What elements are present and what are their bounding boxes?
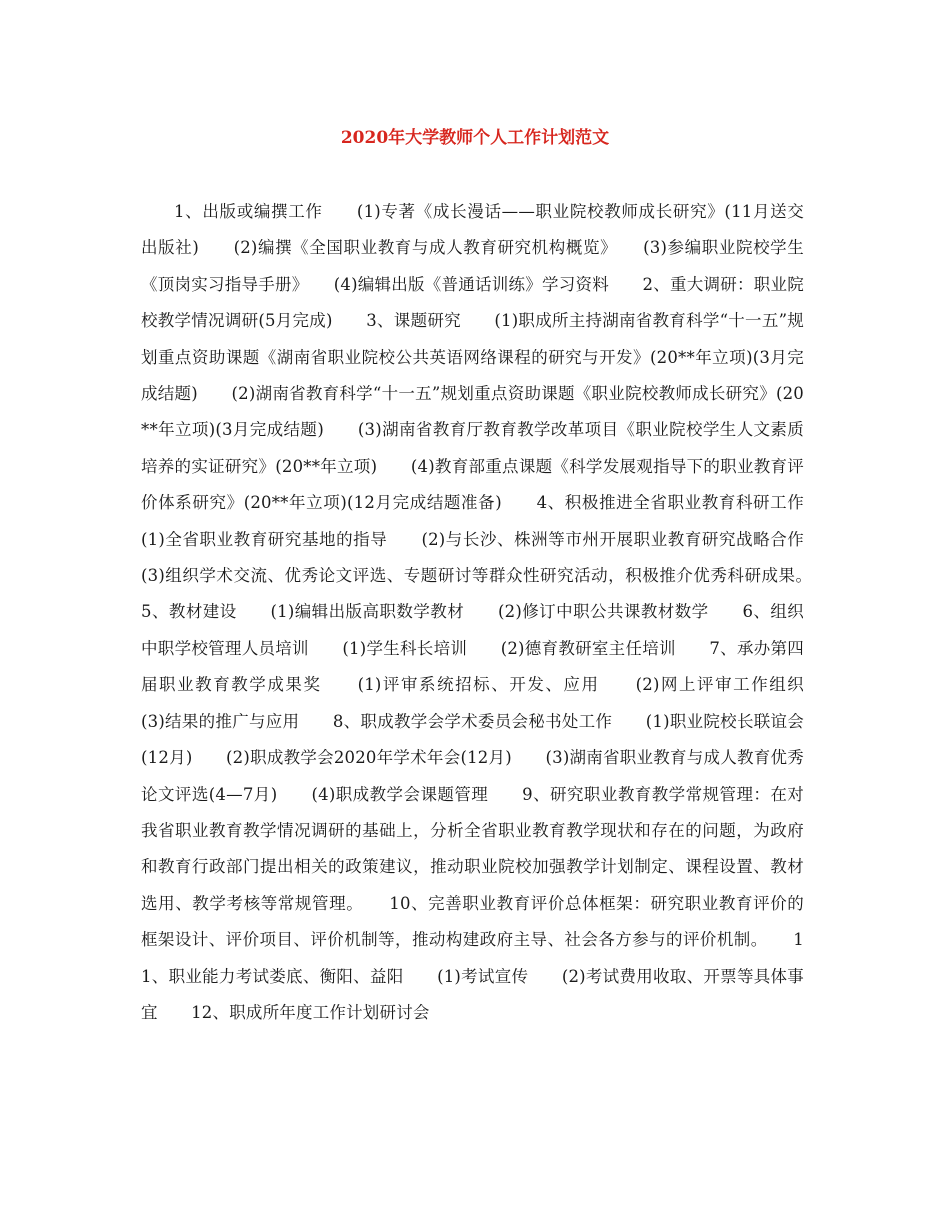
document-title: 2020年大学教师个人工作计划范文 bbox=[340, 128, 610, 148]
document-body: 1、出版或编撰工作 (1)专著《成长漫话——职业院校教师成长研究》(11月送交出版社) (2)编撰《全国职业教育与成人教育研究机构概览》 (3)参编职业院校学生《顶岗实习指导手册》 (4)编辑出版《普通话训练》学习资料 2、重大调研：职业院校教学情况调研(5月完成) 3、课题研究 (1)职成所主持湖南省教育科学“十一五”规划重点资助课题《湖南省职业院校公共英语网络课程的研究与开发》(20**年立项)(3月完成结题) (2)湖南省教育科学“十一五”规划重点资助课题《职业院校教师成长研究》(20**年立项)(3月完成结题) (3)湖南省教育厅教育教学改革项目《职业院校学生人文素质培养的实证研究》(20**年立项) (4)教育部重点课题《科学发展观指导下的职业教育评价体系研究》(20**年立项)(12月完成结题准备) 4、积极推进全省职业教育科研工作 (1)全省职业教育研究基地的指导 (2)与长沙、株洲等市州开展职业教育研究战略合作 (3)组织学术交流、优秀论文评选、专题研讨等群众性研究活动，积极推介优秀科研成果。 5、教材建设 (1)编辑出版高职数学教材 (2)修订中职公共课教材数学 6、组织中职学校管理人员培训 (1)学生科长培训 (2)德育教研室主任培训 7、承办第四届职业教育教学成果奖 (1)评审系统招标、开发、应用 (2)网上评审工作组织 (3)结果的推广与应用 8、职成教学会学术委员会秘书处工作 (1)职业院校长联谊会(12月) (2)职成教学会2020年学术年会(12月) (3)湖南省职业教育与成人教育优秀论文评选(4—7月) (4)职成教学会课题管理 9、研究职业教育教学常规管理：在对我省职业教育教学情况调研的基础上，分析全省职业教育教学现状和存在的问题，为政府和教育行政部门提出相关的政策建议，推动职业院校加强教学计划制定、课程设置、教材选用、教学考核等常规管理。 10、完善职业教育评价总体框架：研究职业教育评价的框架设计、评价项目、评价机制等，推动构建政府主导、社会各方参与的评价机制。 11、职业能力考试娄底、衡阳、益阳 (1)考试宣传 (2)考试费用收取、开票等具体事宜 12、职成所年度工作计划研讨会 bbox=[141, 202, 838, 1022]
